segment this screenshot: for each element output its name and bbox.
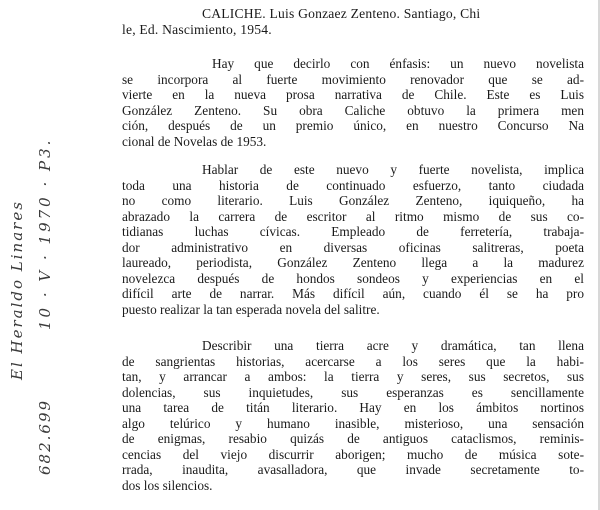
book-header-line-1: CALICHE. Luis Gonzaez Zenteno. Santiago, Chi (202, 6, 481, 21)
paragraph-3-line: cencias del viejo discurrir aborigen; mucho de música sote- (122, 446, 584, 462)
review-paragraph-3 (122, 338, 584, 493)
handwritten-source-note: El Heraldo Linares (8, 200, 26, 380)
paragraph-1-line: González Zenteno. Su obra Caliche obtuvo la primera men (122, 102, 584, 118)
paragraph-1-line: ción, después de un premio único, en nuestro Concurso Na (122, 118, 584, 133)
paragraph-3-line: dolencias, sus inquietudes, sus esperanzas es sencillamente (122, 384, 584, 400)
handwritten-date-note: 10 · V · 1970 · P3. (36, 137, 54, 330)
paragraph-3-line: rrada, inaudita, avasalladora, que invade secretamente to- (122, 462, 584, 477)
newspaper-clipping (122, 0, 588, 510)
paragraph-3-line: de enigmas, resabio quizás de antiguos cataclismos, reminis- (122, 431, 584, 446)
review-paragraph-1 (122, 56, 584, 149)
paragraph-3-line: de sangrientas historias, acercarse a los seres que la habi- (122, 353, 584, 369)
paragraph-2-line: tidianas luchas cívicas. Empleado de ferretería, trabaja- (122, 224, 584, 239)
paragraph-3-line: tan, y arrancar a ambos: la tierra y seres, sus secretos, sus (122, 369, 584, 384)
paragraph-2-line: abrazado la carrera de escritor al ritmo mismo de sus co- (122, 208, 584, 224)
paragraph-3-line: dos los silencios. (122, 477, 213, 493)
paragraph-2-line: difícil arte de narrar. Más difícil aún, cuando él se ha pro (122, 286, 584, 301)
book-header-line-2: le, Ed. Nascimiento, 1954. (122, 22, 272, 37)
paragraph-2-line: puesto realizar la tan esperada novela del salitre. (122, 301, 380, 317)
paragraph-3-line: algo telúrico y humano inasible, misterioso, una sensación (122, 415, 584, 431)
paragraph-2-line: dor administrativo en diversas oficinas salitreras, poeta (122, 239, 584, 255)
paragraph-2-line: laureado, periodista, González Zenteno llega a la madurez (122, 255, 584, 270)
paragraph-1-line: Hay que decirlo con énfasis: un nuevo novelista (212, 56, 584, 71)
paragraph-2-line: novelezca después de hondos sondeos y experiencias en el (122, 270, 584, 286)
paragraph-1-line: vierte en la nueva prosa narrativa de Chile. Este es Luis (122, 87, 584, 102)
paragraph-3-line: una tarea de titán literario. Hay en los ámbitos nortinos (122, 400, 584, 415)
paragraph-2-line: toda una historia de continuado esfuerzo, tanto ciudada (122, 177, 584, 193)
paragraph-1-line: cional de Novelas de 1953. (122, 133, 267, 149)
handwritten-catalog-code: 682.699 (36, 398, 54, 475)
review-paragraph-2 (122, 162, 584, 317)
paragraph-3-line: Describir una tierra acre y dramática, tan llena (202, 338, 584, 353)
paragraph-1-line: se incorpora al fuerte movimiento renovador que se ad- (122, 71, 584, 87)
paragraph-2-line: Hablar de este nuevo y fuerte novelista, implica (202, 162, 584, 177)
paragraph-2-line: no como literario. Luis González Zenteno, iquiqueño, ha (122, 193, 584, 208)
